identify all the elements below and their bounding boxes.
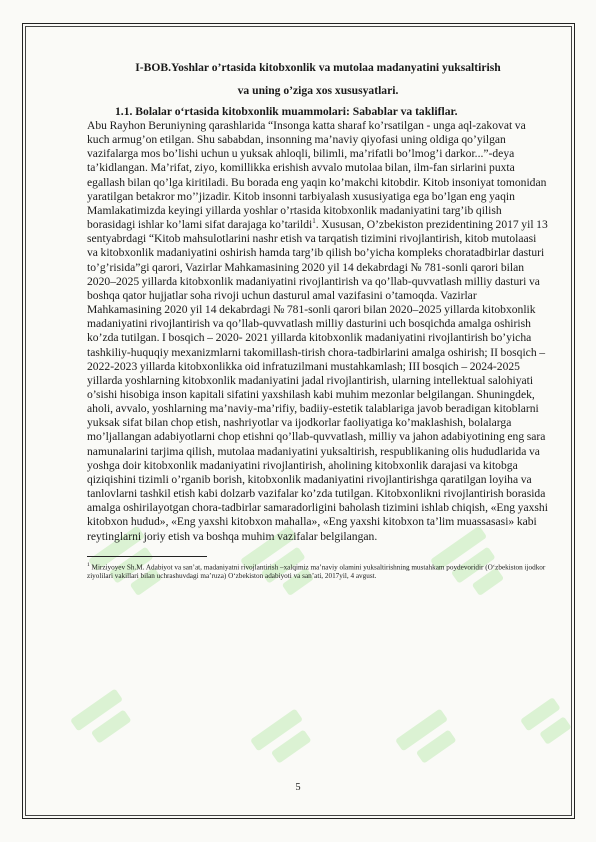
page-content xyxy=(87,56,549,582)
body-text-part-1: Abu Rayhon Beruniyning qarashlarida “Insonga katta sharaf ko’rsatilgan - unga aql-zakovat va kuch armug’on etilgan. Shu sababdan, insonning ma’naviy qiyofasi uning oldiga qo’yilgan vazifalarga mos bo’lishi uchun u yuksak ahloqli, bilimli, ma’rifatli bo’lmog’i darkor...”-deya ta’kidlangan. Ma’rifat, ziyo, komillikka erishish avvalo mutolaa bilan, ilm-fan sirlarini puxta egallash bilan qo’lga kiritiladi. Bu borada eng yaqin ko’makchi kitobdir. Kitob insoniyat tomonidan yaratilgan betakror mo’’jizadir. Kitob insonni tarbiyalash xususiyatiga ega bo’lgan eng yaqin Mamlakatimizda keyingi yillarda yoshlar o’rtasida kitobxonlik madaniyatini targ’ib qilish borasidagi ishlar ko’lami sifat darajaga ko’tarildi xyxy=(87,119,547,232)
footnote-reference[interactable]: 1 xyxy=(312,217,316,226)
section-title: 1.1. Bolalar o‘rtasida kitobxonlik muammolari: Sabablar va takliflar. xyxy=(115,105,458,118)
footnote-text: Mirziyoyev Sh.M. Adabiyot va san’at, madaniyatni rivojlantirish –xalqimiz ma’naviy olamini yuksaltirishning mustahkam poydevoridir (O‘zbekiston ijodkor ziyolilari vakillari bilan uchrashuvdagi ma’ruza) O‘zbekiston adabiyoti va san’ati, 2017yil, 4 avgust. xyxy=(87,563,546,581)
chapter-title-line-2: va uning o’ziga xos xususyatlari. xyxy=(237,84,399,97)
footnote-number: 1 xyxy=(87,561,90,568)
page-number: 5 xyxy=(295,782,301,793)
footnote xyxy=(87,561,549,582)
body-text-part-2: . Xususan, O’zbekiston prezidentining 2017 yil 13 sentyabrdagi “Kitob mahsulotlarini nashr etish va tarqatish tizimini rivojlantirish, kitob mutolaasi va kitobxonlik madaniyatini oshirish hamda targ’ib qilish bo’yicha kompleks choratadbirlar dasturi to’g’risida”gi qarori, Vazirlar Mahkamasining 2020 yil 14 dekabrdagi № 781-sonli qarori bilan 2020–2025 yillarda kitobxonlik madaniyatini rivojlantirish va qo’llab-quvvatlash milliy dasturi va boshqa qator hujjatlar soha rivoji uchun dasturul amal vazifasini o’tamoqda. Vazirlar Mahkamasining 2020 yil 14 dekabrdagi № 781-sonli qarori bilan 2020–2025 yillarda kitobxonlik madaniyatini rivojlantirish va qo’llab-quvvatlash milliy dasturini uch bosqichda amalga oshirish ko’zda tutilgan. I bosqich – 2020- 2021 yillarda kitobxonlik madaniyatini rivojlantirish bo’yicha tashkiliy-huquqiy mexanizmlarni takomillash-tirish chora-tadbirlarini amalga oshirish; II bosqich – 2022-2023 yillarda kitobxonlikka oid infratuzilmani mustahkamlash; III bosqich – 2024-2025 yillarda yoshlarning kitobxonlik madaniyatini jadal rivojlantirish, ularning intellektual salohiyati o’sishi hisobiga inson kapitali sifatini yaxshilash kabi muhim mezonlar belgilangan. Shuningdek, aholi, avvalo, yoshlarning ma’naviy-ma’rifiy, badiiy-estetik talablariga javob beradigan kitoblarni yuksak sifat bilan chop etish, nashriyotlar va ijodkorlar faoliyatiga ko’maklashish, bolalarga mo’ljallangan adabiyotlarni chop etishni qo’llab-quvvatlash, milliy va jahon adabiyotining eng sara namunalarini tarjima qilish, mutolaa madaniyatini yuksaltirish, respublikaning olis hududlarida va yoshga doir kitobxonlik madaniyatini rivojlantirish, aholining kitobxonlik darajasi va kitobga qiziqishini tizimli o’rganib borish, kitobxonlik madaniyatini rivojlantirishga qaratilgan loyiha va tanlovlarni tashkil etish kabi dolzarb vazifalar ko’zda tutilgan. Kitobxonlikni rivojlantirish borasida amalga oshirilayotgan chora-tadbirlar samaradorligini baholash tizimini ishlab chiqish, «Eng yaxshi kitobxon hudud», «Eng yaxshi kitobxon mahalla», «Eng yaxshi kitobxon ta’lim muassasasi» kabi reytinglarni joriy etish va boshqa muhim vazifalar belgilangan. xyxy=(87,218,548,543)
body-paragraph xyxy=(87,119,549,544)
chapter-title-line-1: I-BOB.Yoshlar o’rtasida kitobxonlik va mutolaa madanyatini yuksaltirish xyxy=(135,61,501,74)
footnote-divider xyxy=(87,556,207,557)
